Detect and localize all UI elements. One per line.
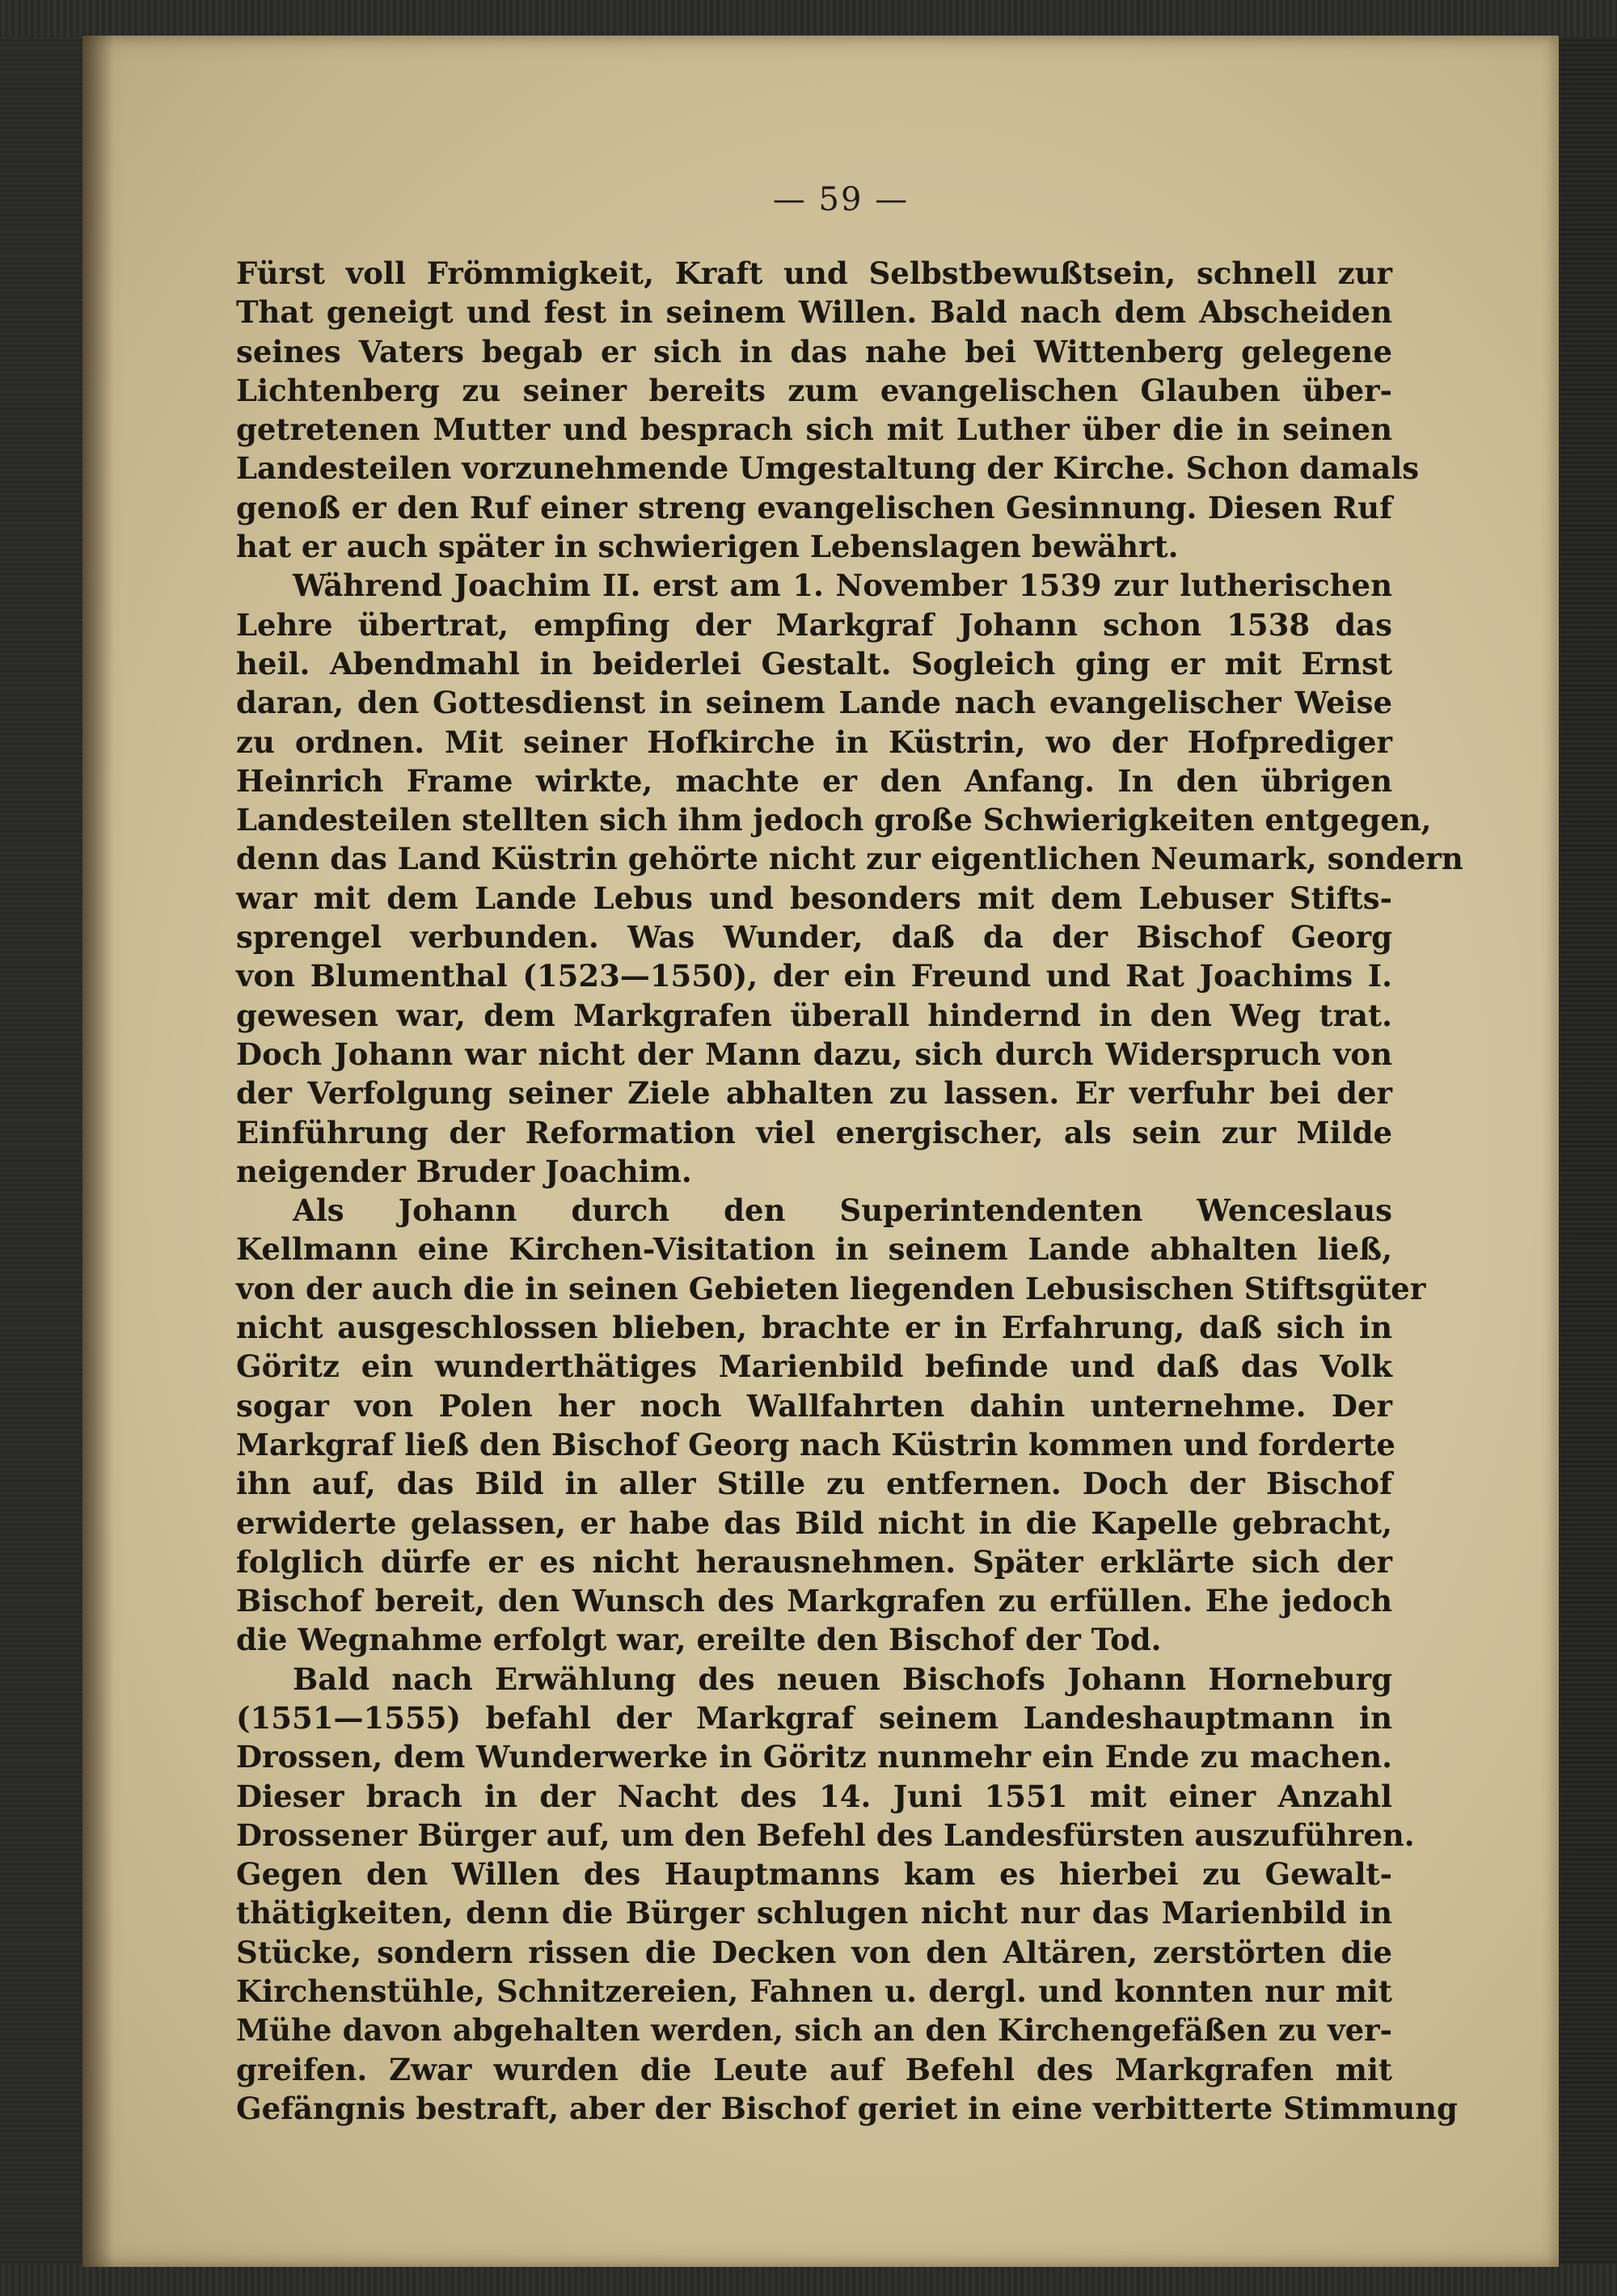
text-line: Markgraf ließ den Bischof Georg nach Küstrin kommen und forderte xyxy=(236,1426,1395,1462)
text-line: getretenen Mutter und besprach sich mit Luther über die in seinen xyxy=(236,412,1392,448)
book-cover-right-edge xyxy=(1559,0,1617,2296)
text-line: Lehre übertrat, empfing der Markgraf Johann schon 1538 das xyxy=(236,606,1392,643)
book-page xyxy=(82,36,1559,2267)
body-text xyxy=(236,254,1463,2128)
paragraph xyxy=(236,1660,1458,2129)
text-line: Kirchenstühle, Schnitzereien, Fahnen u. dergl. und konnten nur mit xyxy=(236,1973,1392,2010)
text-line: die Wegnahme erfolgt war, ereilte den Bischof der Tod. xyxy=(236,1622,1162,1658)
text-line: thätigkeiten, denn die Bürger schlugen nicht nur das Marienbild in xyxy=(236,1895,1392,1931)
text-line: Landesteilen vorzunehmende Umgestaltung der Kirche. Schon damals xyxy=(236,450,1420,487)
text-line: seines Vaters begab er sich in das nahe bei Wittenberg gelegene xyxy=(236,333,1392,369)
text-line: denn das Land Küstrin gehörte nicht zur eigentlichen Neumark, sondern xyxy=(236,841,1463,877)
text-line: war mit dem Lande Lebus und besonders mit dem Lebuser Stifts- xyxy=(236,880,1392,916)
text-line: greifen. Zwar wurden die Leute auf Befehl des Markgrafen mit xyxy=(236,2051,1392,2087)
text-line: sogar von Polen her noch Wallfahrten dahin unternehme. Der xyxy=(236,1387,1392,1424)
text-line: nicht ausgeschlossen blieben, brachte er in Erfahrung, daß sich in xyxy=(236,1310,1392,1346)
text-line: Stücke, sondern rissen die Decken von den Altären, zerstörten die xyxy=(236,1934,1392,1970)
text-line: der Verfolgung seiner Ziele abhalten zu lassen. Er verfuhr bei der xyxy=(236,1075,1392,1112)
text-line: Fürst voll Frömmigkeit, Kraft und Selbstbewußtsein, schnell zur xyxy=(236,255,1392,291)
text-line: gewesen war, dem Markgrafen überall hindernd in den Weg trat. xyxy=(236,997,1392,1033)
text-line: Bischof bereit, den Wunsch des Markgrafen zu erfüllen. Ehe jedoch xyxy=(236,1583,1392,1619)
text-line: von der auch die in seinen Gebieten liegenden Lebusischen Stiftsgüter xyxy=(236,1270,1426,1306)
page-gutter-shadow xyxy=(82,36,113,2267)
text-line: Bald nach Erwählung des neuen Bischofs Johann Horneburg xyxy=(293,1661,1392,1697)
text-line: Doch Johann war nicht der Mann dazu, sich durch Widerspruch von xyxy=(236,1036,1392,1072)
paragraph xyxy=(236,566,1463,1191)
paragraph xyxy=(236,254,1420,566)
text-line: zu ordnen. Mit seiner Hofkirche in Küstrin, wo der Hofprediger xyxy=(236,724,1392,760)
text-line: Lichtenberg zu seiner bereits zum evangelischen Glauben über- xyxy=(236,372,1392,408)
text-line: That geneigt und fest in seinem Willen. Bald nach dem Abscheiden xyxy=(236,294,1392,331)
text-line: heil. Abendmahl in beiderlei Gestalt. Sogleich ging er mit Ernst xyxy=(236,645,1392,682)
book-cover-bottom-edge xyxy=(0,2264,1617,2296)
text-line: Drossen, dem Wunderwerke in Göritz nunmehr ein Ende zu machen. xyxy=(236,1739,1392,1775)
text-line: Göritz ein wunderthätiges Marienbild befinde und daß das Volk xyxy=(236,1348,1392,1385)
text-line: Dieser brach in der Nacht des 14. Juni 1551 mit einer Anzahl xyxy=(236,1778,1392,1814)
text-line: (1551—1555) befahl der Markgraf seinem Landeshauptmann in xyxy=(236,1699,1392,1736)
text-line: Während Joachim II. erst am 1. November 1539 zur lutherischen xyxy=(293,568,1392,604)
text-line: Heinrich Frame wirkte, machte er den Anfang. In den übrigen xyxy=(236,762,1392,799)
book-cover-left-edge xyxy=(0,0,85,2296)
text-line: genoß er den Ruf einer streng evangelischen Gesinnung. Diesen Ruf xyxy=(236,489,1392,525)
text-line: Einführung der Reformation viel energischer, als sein zur Milde xyxy=(236,1114,1392,1150)
text-line: erwiderte gelassen, er habe das Bild nicht in die Kapelle gebracht, xyxy=(236,1505,1392,1541)
text-line: Landesteilen stellten sich ihm jedoch große Schwierigkeiten entgegen, xyxy=(236,802,1432,838)
text-line: hat er auch später in schwierigen Lebenslagen bewährt. xyxy=(236,529,1179,565)
text-line: neigender Bruder Joachim. xyxy=(236,1153,692,1189)
text-line: daran, den Gottesdienst in seinem Lande nach evangelischer Weise xyxy=(236,685,1392,721)
text-line: folglich dürfe er es nicht herausnehmen. Später erklärte sich der xyxy=(236,1543,1392,1580)
text-line: ihn auf, das Bild in aller Stille zu entfernen. Doch der Bischof xyxy=(236,1466,1392,1502)
paragraph xyxy=(236,1191,1426,1660)
page-number: — 59 — xyxy=(772,181,910,218)
text-line: Gefängnis bestraft, aber der Bischof geriet in eine verbitterte Stimmung xyxy=(236,2090,1458,2126)
text-line: Mühe davon abgehalten werden, sich an den Kirchengefäßen zu ver- xyxy=(236,2012,1392,2049)
text-line: Drossener Bürger auf, um den Befehl des Landesfürsten auszuführen. xyxy=(236,1817,1415,1853)
text-line: Als Johann durch den Superintendenten Wenceslaus xyxy=(293,1192,1392,1229)
text-line: Kellmann eine Kirchen-Visitation in seinem Lande abhalten ließ, xyxy=(236,1231,1392,1268)
book-cover-top-edge xyxy=(0,0,1617,37)
text-line: Gegen den Willen des Hauptmanns kam es hierbei zu Gewalt- xyxy=(236,1856,1392,1893)
text-line: sprengel verbunden. Was Wunder, daß da der Bischof Georg xyxy=(236,919,1392,956)
text-line: von Blumenthal (1523—1550), der ein Freund und Rat Joachims I. xyxy=(236,958,1392,994)
